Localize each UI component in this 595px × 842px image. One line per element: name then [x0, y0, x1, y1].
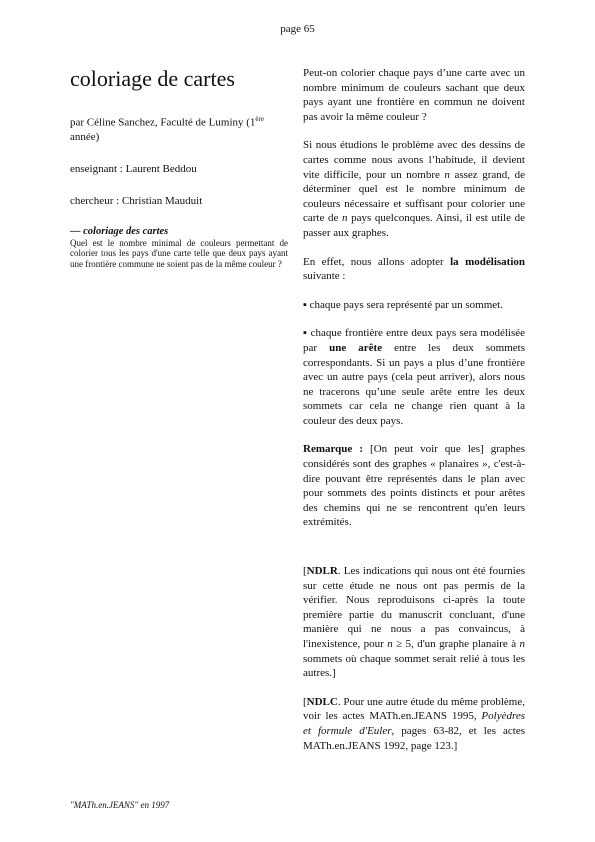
- left-column: [70, 66, 288, 269]
- page-number: page 65: [280, 23, 315, 35]
- bullet-vertex: ▪ chaque pays sera représenté par un sommet.: [303, 298, 503, 311]
- p5-part-b: entre les deux sommets correspondants. Si un pays a plus d’une frontière avec un autre pays (cela peut arriver), alors nous ne tracerons qu’une seule arête entre les deux sommets car cela ne change rien quant à la couleur des deux pays.: [303, 341, 525, 427]
- summary-heading: — coloriage des cartes: [70, 225, 169, 237]
- remark-label: Remarque :: [303, 443, 363, 456]
- note-ndlr: [303, 564, 525, 681]
- ndlc-part-b: , pages 63-82, et les actes MATh.en.JEANS 1992, page 123.]: [303, 724, 525, 752]
- authors-superscript: ère: [255, 115, 264, 123]
- ndlr-variable-n: n: [387, 638, 393, 650]
- p5-part-a: ▪ chaque frontière entre deux pays sera modélisée par: [303, 327, 525, 354]
- paragraph-problem: [303, 138, 525, 240]
- teacher-line: enseignant : Laurent Beddou: [70, 162, 197, 175]
- ndlr-part-b: ≥ 5, d'un graphe planaire à: [392, 638, 520, 650]
- ndlr-part-a: . Les indications qui nous ont été fournies sur cette étude ne nous ont pas permis de la vérifier. Nous reproduisons ci-après la toute première partie du manuscrit concluant, d'une manière qui ne nous a pas convaincus, à l'inexistence, pour: [303, 565, 525, 650]
- ndlr-part-c: sommets où chaque sommet serait relié à tous les autres.]: [303, 652, 525, 680]
- right-column: [303, 66, 525, 767]
- p5-bold: une arête: [329, 341, 383, 354]
- paragraph-modelisation: [303, 255, 525, 284]
- ndlc-bracket: [: [303, 695, 307, 708]
- authors-prefix: par Céline Sanchez, Faculté de Luminy (1: [70, 116, 256, 129]
- p2-part-a: Si nous étudions le problème avec des dessins de cartes comme nous avons l’habitude, il devient vite difficile, pour un nombre: [303, 139, 525, 181]
- ndlr-variable-n-2: n: [519, 638, 525, 650]
- ndlr-label: NDLR: [306, 565, 338, 578]
- p3-part-b: suivante :: [303, 270, 346, 283]
- bullet-edge: [303, 326, 525, 428]
- authors-suffix: année): [70, 130, 100, 143]
- ndlc-book-title: Polyèdres et formule d'Euler: [303, 710, 525, 737]
- p3-part-a: En effet, nous allons adopter: [303, 255, 451, 268]
- p2-part-b: assez grand, de déterminer quel est le nombre minimum de couleurs nécessaire et suffisant pour colorier une carte de: [303, 168, 525, 225]
- note-ndlc: [303, 695, 525, 753]
- authors-line: [70, 112, 288, 144]
- ndlc-label: NDLC: [306, 695, 338, 708]
- summary-text: Quel est le nombre minimal de couleurs permettant de colorier tous les pays d'une carte telle que deux pays ayant une frontière commune ne soient pas de la même couleur ?: [70, 237, 288, 269]
- page-footer: "MATh.en.JEANS" en 1997: [70, 800, 170, 810]
- p3-bold: la modélisation: [450, 255, 525, 268]
- p2-part-c: pays quelconques. Ainsi, il est utile de passer aux graphes.: [303, 212, 525, 239]
- paragraph-question: Peut-on colorier chaque pays d’une carte avec un nombre minimum de couleurs sachant que deux pays ayant une frontière en commun ne doivent pas avoir la même couleur ?: [303, 67, 525, 123]
- p2-variable-n: n: [444, 168, 450, 181]
- paragraph-remark: [303, 442, 525, 530]
- remark-text: [On peut voir que les] graphes considérés sont des graphes « planaires », c'est-à-dire pouvant être représentés dans le plan avec pour sommets des points distincts et pour arêtes des chemins qui ne se rencontrent qu'en leurs extrémités.: [303, 443, 525, 529]
- ndlc-part-a: . Pour une autre étude du même problème, voir les actes MATh.en.JEANS 1995,: [303, 695, 525, 723]
- researcher-line: chercheur : Christian Mauduit: [70, 194, 203, 207]
- ndlr-bracket: [: [303, 565, 307, 578]
- article-title: coloriage de cartes: [70, 66, 235, 91]
- p2-variable-n-2: n: [342, 212, 348, 225]
